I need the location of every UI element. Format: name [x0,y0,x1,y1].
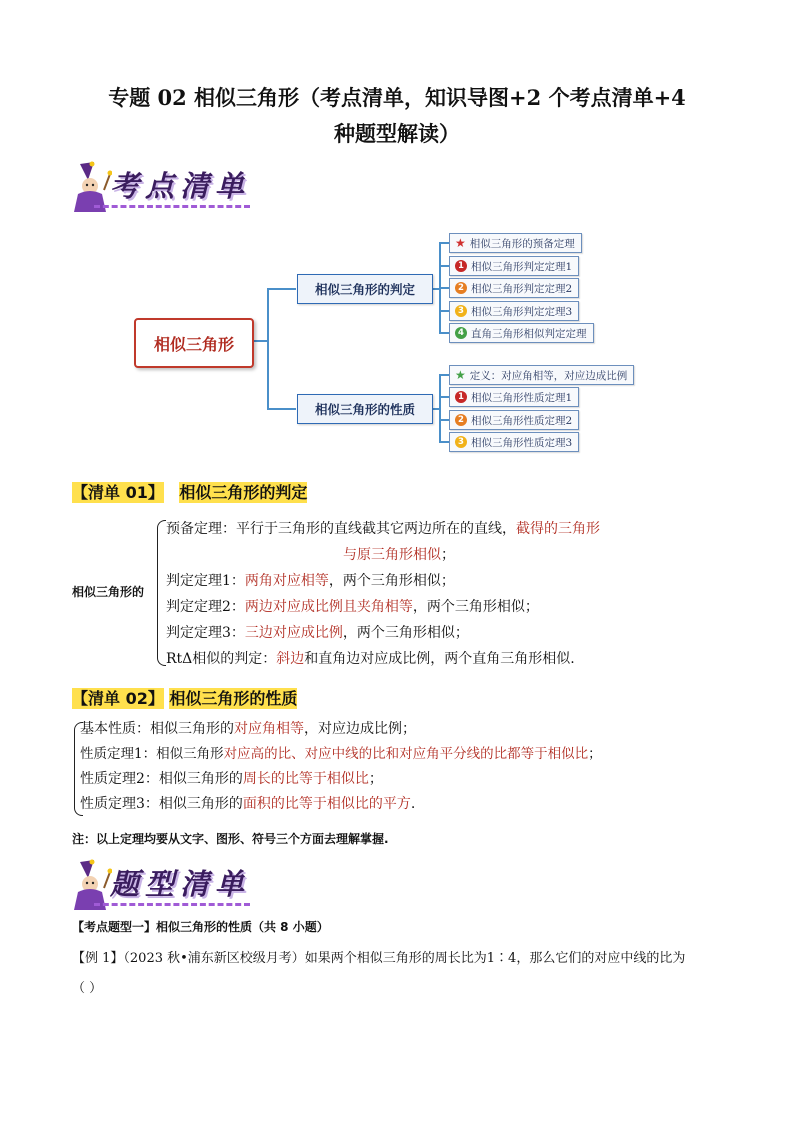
mindmap-leaf [449,387,579,407]
section-2-line: 性质定理2：相似三角形的周长的比等于相似比； [80,771,383,787]
kaodian-banner [72,160,272,218]
leaf-label: 相似三角形判定定理3 [471,305,573,318]
question-type-heading: 【考点题型一】相似三角形的性质（共 8 小题） [72,920,329,934]
leaf-label: 相似三角形性质定理2 [471,414,573,427]
connector [439,332,449,334]
mindmap-leaf [449,365,634,385]
leaf-label: 直角三角形相似判定定理 [471,327,587,340]
example-1 [72,944,732,1004]
connector [439,374,449,376]
mindmap-leaf [449,410,579,430]
section-1-heading [72,480,307,503]
section-1-title: 相似三角形的判定 [179,483,308,502]
kaodian-banner-text: 考点清单 [110,169,251,203]
connector [267,408,296,410]
leaf-label: 相似三角形性质定理3 [471,436,573,449]
number-badge-icon: 2 [455,282,467,294]
tixing-banner-underline [94,903,250,906]
star-icon: ★ [455,368,466,382]
connector [439,265,449,267]
section-1-line: 判定定理3：三边对应成比例，两个三角形相似； [166,625,469,641]
section-2-note: 注：以上定理均要从文字、图形、符号三个方面去理解掌握. [72,832,389,846]
section-2-heading [72,686,297,709]
connector [267,288,269,409]
section-1-side-label: 相似三角形的 [72,585,145,599]
section-2-line: 性质定理1：相似三角形对应高的比、对应中线的比和对应角平分线的比都等于相似比； [80,746,602,762]
example-text: （2023 秋•浦东新区校级月考）如果两个相似三角形的周长比为1∶4，那么它们的对应中线的比为 [123,951,686,966]
section-1-line: 判定定理2：两边对应成比例且夹角相等，两个三角形相似； [166,599,539,615]
section-2-line: 基本性质：相似三角形的对应角相等，对应边成比例； [80,721,416,737]
example-tag: 【例 1】 [72,951,124,966]
number-badge-icon: 3 [455,436,467,448]
title-line-1: 专题 02 相似三角形（考点清单，知识导图+2 个考点清单+4 [108,85,686,110]
tixing-banner [72,858,272,916]
connector [439,441,449,443]
section-1-line: 与原三角形相似； [343,547,455,563]
section-1-brace [157,520,166,666]
section-2-lines [80,717,602,817]
mindmap-root-node: 相似三角形 [134,318,254,368]
connector [439,396,449,398]
number-badge-icon: 1 [455,391,467,403]
section-2-tag: 【清单 02】 [72,689,164,708]
leaf-label: 相似三角形判定定理2 [471,282,573,295]
connector [439,374,441,441]
mindmap-leaf [449,323,594,343]
number-badge-icon: 1 [455,260,467,272]
title-line-2: 种题型解读） [334,121,460,146]
connector [439,242,449,244]
mindmap-branch-judgement: 相似三角形的判定 [297,274,433,304]
number-badge-icon: 4 [455,327,467,339]
mindmap-leaf [449,301,579,321]
connector [439,287,449,289]
page-title [60,80,734,152]
connector [439,310,449,312]
mindmap-leaf [449,432,579,452]
connector [439,419,449,421]
section-1-line: 预备定理：平行于三角形的直线截其它两边所在的直线，截得的三角形 [166,521,600,537]
mindmap-leaf [449,233,582,253]
section-1-lines [166,516,600,672]
tixing-banner-text: 题型清单 [110,867,251,901]
section-2-title: 相似三角形的性质 [169,689,298,708]
section-1-line: 判定定理1：两角对应相等，两个三角形相似； [166,573,455,589]
leaf-label: 相似三角形判定定理1 [471,260,573,273]
leaf-label: 定义：对应角相等，对应边成比例 [469,369,628,382]
leaf-label: 相似三角形性质定理1 [471,391,573,404]
mindmap-leaf [449,278,579,298]
number-badge-icon: 2 [455,414,467,426]
mindmap-branch-properties: 相似三角形的性质 [297,394,433,424]
answer-blank: （ ） [72,981,103,996]
star-icon: ★ [455,236,466,250]
leaf-label: 相似三角形的预备定理 [469,237,575,250]
mindmap-leaf [449,256,579,276]
section-2-line: 性质定理3：相似三角形的面积的比等于相似比的平方. [80,796,416,812]
section-1-line: RtΔ相似的判定：斜边和直角边对应成比例，两个直角三角形相似. [166,651,575,667]
kaodian-banner-underline [94,205,250,208]
section-1-tag: 【清单 01】 [72,483,164,502]
connector [267,288,296,290]
number-badge-icon: 3 [455,305,467,317]
